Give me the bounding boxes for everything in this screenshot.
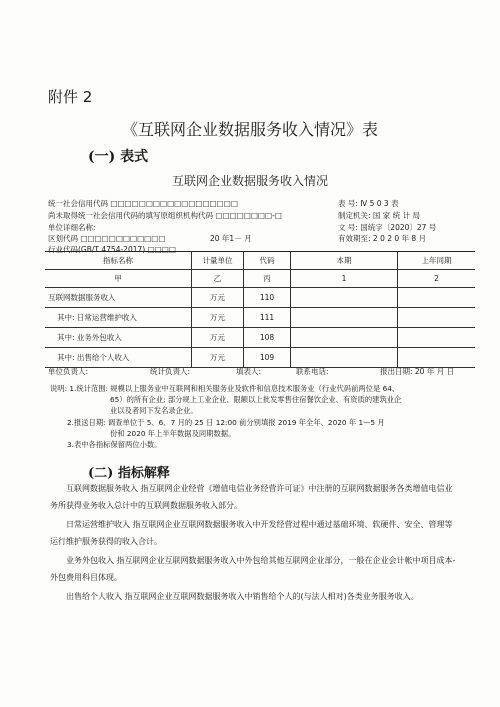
- row-unit: 万元: [192, 348, 244, 368]
- row-code: 109: [244, 348, 291, 368]
- note-scope: 说明: 1.统计范围: 规模以上服务业中互联网和相关服务业及软件和信息技术服务业（行业代码前两位是 64、: [50, 384, 400, 393]
- table-row: [45, 328, 475, 348]
- row-code: 108: [244, 328, 291, 348]
- report-date-label: 报出日期: 20 年 月 日: [380, 367, 455, 376]
- phone-label: 联系电话:: [296, 367, 329, 376]
- row-last-year-value[interactable]: [398, 348, 476, 368]
- form-title: 互联网企业数据服务收入情况: [171, 174, 328, 188]
- row-name: 其中: 业务外包收入: [45, 328, 192, 348]
- row-current-value[interactable]: [291, 328, 398, 348]
- subheader-cell: 1: [291, 270, 398, 288]
- row-last-year-value[interactable]: [398, 328, 476, 348]
- section-heading-form: (一) 表式: [88, 149, 149, 165]
- issuing-authority: 制定机关: 国 家 统 计 局: [338, 211, 420, 220]
- note-scope-cont: 业以及者同下发名录企业。: [110, 406, 198, 415]
- unit-name-field: 单位详细名称:: [48, 223, 96, 232]
- row-current-value[interactable]: [291, 308, 398, 328]
- row-unit: 万元: [192, 288, 244, 308]
- table-row: [45, 308, 475, 328]
- col-header-last-year: 上年同期: [398, 252, 476, 270]
- row-last-year-value[interactable]: [398, 288, 476, 308]
- col-header-code: 代码: [244, 252, 291, 270]
- row-code: 111: [244, 308, 291, 328]
- definition-paragraph: 日常运营维护收入 指互联网企业互联网数据服务收入中开发经营过程中通过基础环境、软硬件、安全、管理等运行维护服务获得的收入合计。: [50, 520, 453, 546]
- subheader-cell: 丙: [244, 270, 291, 288]
- row-name: 其中: 日常运营维护收入: [45, 308, 192, 328]
- document-number: 文 号: 国统字〔2020〕27 号: [338, 223, 437, 232]
- valid-until: 有效期至: 2 0 2 0 年 8 月: [338, 234, 427, 243]
- subheader-cell: 2: [398, 270, 476, 288]
- row-unit: 万元: [192, 308, 244, 328]
- row-unit: 万元: [192, 328, 244, 348]
- filler-label: 填表人:: [236, 367, 262, 376]
- revenue-table: [45, 251, 475, 368]
- stats-head-label: 统计负责人:: [150, 367, 191, 376]
- document-title: 《互联网企业数据服务收入情况》表: [121, 120, 378, 139]
- col-header-current: 本期: [291, 252, 398, 270]
- row-name: 其中: 出售给个人收入: [45, 348, 192, 368]
- row-current-value[interactable]: [291, 288, 398, 308]
- col-header-indicator: 指标名称: [45, 252, 192, 270]
- note-decimals: 3.表中各指标保留两位小数。: [67, 440, 162, 449]
- org-code-field: 尚未取得统一社会信用代码的填写原组织机构代码 □□□□□□□□-□: [48, 211, 282, 220]
- definition-paragraph: 业务外包收入 指互联网企业互联网数据服务收入中外包给其他互联网企业部分，一般在企业会计帐中项目成本-外包费用科目体现。: [50, 556, 456, 582]
- col-header-unit: 计量单位: [192, 252, 244, 270]
- note-scope-cont: 65）的所有企业; 部分规上工业企业、限额以上批发零售住宿餐饮企业、有资质的建筑业企: [110, 395, 402, 404]
- attachment-label: 附件 2: [48, 88, 93, 106]
- note-submit-date: 2.报送日期: 调查单位于 5、6、7 月的 25 日 12:00 前分别填报 2019 年全年、2020 年 1—5 月: [67, 418, 385, 427]
- region-code-field: 区划代码 □□□□□□□□□□□□: [48, 234, 166, 243]
- subheader-cell: 甲: [45, 270, 192, 288]
- row-current-value[interactable]: [291, 348, 398, 368]
- credit-code-field: 统一社会信用代码 □□□□□□□□□□□□□□□□□□: [48, 199, 238, 208]
- row-last-year-value[interactable]: [398, 308, 476, 328]
- unit-head-label: 单位负责人:: [48, 367, 89, 376]
- subheader-cell: 乙: [192, 270, 244, 288]
- definition-paragraph: 出售给个人收入 指互联网企业互联网数据服务收入中销售给个人的(与法人相对)各类业务服务收入。: [66, 592, 419, 601]
- row-name: 互联网数据服务收入: [45, 288, 192, 308]
- section-heading-definitions: (二) 指标解释: [88, 466, 170, 481]
- definition-paragraph: 互联网数据服务收入 指互联网企业经营《增值电信业务经营许可证》中注册的互联网数据服务各类增值电信业务所获得业务收入总计中的互联网数据服务收入部分。: [50, 484, 453, 510]
- table-row: [45, 288, 475, 308]
- table-subheader-row: [45, 270, 475, 288]
- report-period: 20 年1－ 月: [210, 234, 252, 243]
- note-submit-date-cont: 份和 2020 年上半年数据及同期数据。: [110, 429, 236, 438]
- industry-code-field: 行业代码(GB/T 4754-2017) □□□□: [48, 245, 176, 254]
- table-row: [45, 348, 475, 368]
- row-code: 110: [244, 288, 291, 308]
- form-number: 表 号: Ⅳ 5 0 3 表: [338, 199, 399, 208]
- table-header-row: [45, 252, 475, 270]
